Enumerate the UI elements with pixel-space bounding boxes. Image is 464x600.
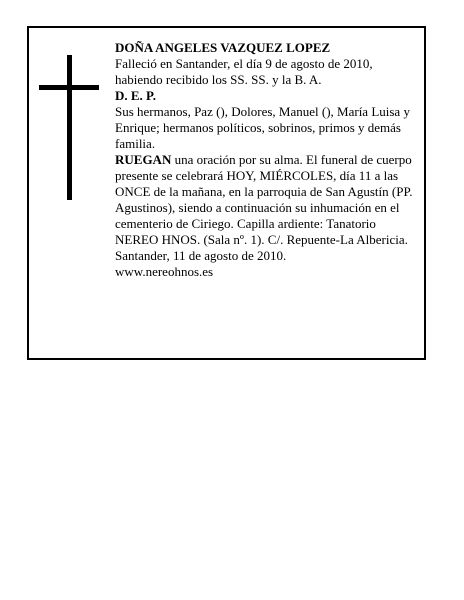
family-list: Sus hermanos, Paz (), Dolores, Manuel (), María Luisa y Enrique; hermanos políticos, sobrinos, primos y demás familia. bbox=[115, 104, 410, 151]
notice-text bbox=[115, 40, 417, 280]
request-label: RUEGAN bbox=[115, 152, 172, 167]
funeral-request bbox=[115, 152, 417, 248]
cross-vertical-bar bbox=[67, 55, 72, 200]
cross-icon bbox=[39, 55, 99, 200]
website-text: www.nereohnos.es bbox=[115, 264, 214, 279]
place-date: Santander, 11 de agosto de 2010. bbox=[115, 248, 287, 263]
obituary-notice bbox=[27, 26, 426, 360]
death-info: Falleció en Santander, el día 9 de agosto de 2010, habiendo recibido los SS. SS. y la B. A. bbox=[115, 56, 373, 87]
request-text: una oración por su alma. El funeral de cuerpo presente se celebrará HOY, MIÉRCOLES, día 11 a las ONCE de la mañana, en la parroquia de San Agustín (PP. Agustinos), siendo a continuación su inhumación en el cementerio de Ciriego. Capilla ardiente: Tanatorio NEREO HNOS. (Sala nº. 1). C/. Repuente-La Albericia. bbox=[115, 152, 413, 247]
deceased-name: DOÑA ANGELES VAZQUEZ LOPEZ bbox=[115, 40, 331, 55]
rip-abbreviation: D. E. P. bbox=[115, 88, 157, 103]
cross-horizontal-bar bbox=[39, 85, 99, 90]
